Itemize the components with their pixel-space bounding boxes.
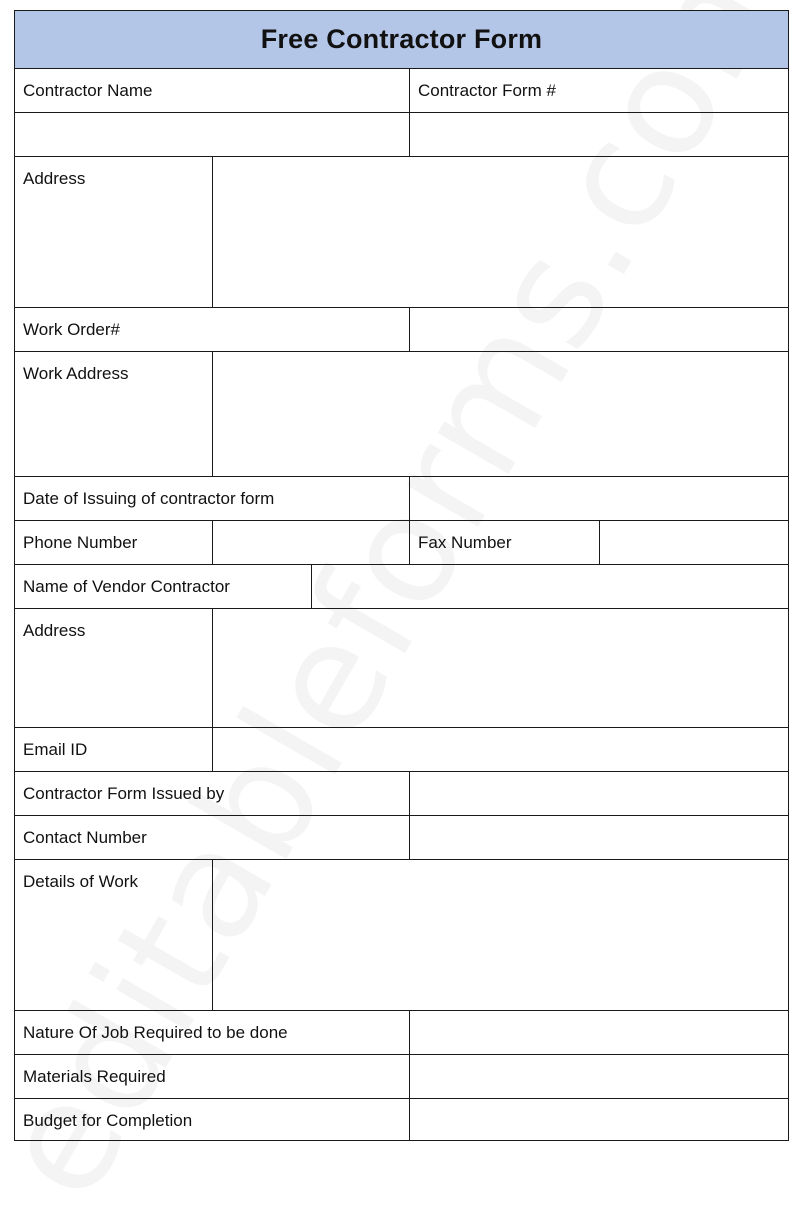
materials-required-field[interactable] xyxy=(409,1054,788,1098)
phone-number-label: Phone Number xyxy=(23,533,138,552)
contact-number-label-cell xyxy=(15,815,409,859)
nature-of-job-label-cell xyxy=(15,1010,409,1054)
nature-of-job-label: Nature Of Job Required to be done xyxy=(23,1023,288,1042)
work-order-label-cell xyxy=(15,307,409,351)
phone-number-label-cell xyxy=(15,520,212,564)
materials-required-label: Materials Required xyxy=(23,1067,166,1086)
contractor-form-number-cell xyxy=(409,68,788,112)
email-id-label: Email ID xyxy=(23,740,88,759)
work-address-field[interactable] xyxy=(212,351,788,476)
fax-number-field[interactable] xyxy=(599,520,788,564)
work-order-field[interactable] xyxy=(409,307,788,351)
vendor-address-label: Address xyxy=(23,621,86,640)
budget-label-cell xyxy=(15,1098,409,1140)
vendor-address-label-cell xyxy=(15,608,212,727)
contractor-name-label: Contractor Name xyxy=(23,81,153,100)
fax-number-label: Fax Number xyxy=(418,533,512,552)
issued-by-field[interactable] xyxy=(409,771,788,815)
issued-by-label: Contractor Form Issued by xyxy=(23,784,225,803)
contractor-form-number-field[interactable] xyxy=(409,112,788,156)
vendor-address-field[interactable] xyxy=(212,608,788,727)
email-id-label-cell xyxy=(15,727,212,771)
materials-required-label-cell xyxy=(15,1054,409,1098)
contractor-form xyxy=(14,10,789,1141)
details-of-work-label: Details of Work xyxy=(23,872,138,891)
contact-number-field[interactable] xyxy=(409,815,788,859)
work-address-label: Work Address xyxy=(23,364,129,383)
vendor-contractor-field[interactable] xyxy=(311,564,788,608)
work-address-label-cell xyxy=(15,351,212,476)
budget-field[interactable] xyxy=(409,1098,788,1140)
details-of-work-field[interactable] xyxy=(212,859,788,1010)
email-id-field[interactable] xyxy=(212,727,788,771)
budget-label: Budget for Completion xyxy=(23,1111,193,1130)
work-order-label: Work Order# xyxy=(23,320,120,339)
phone-number-field[interactable] xyxy=(212,520,409,564)
nature-of-job-field[interactable] xyxy=(409,1010,788,1054)
fax-number-label-cell xyxy=(409,520,599,564)
contact-number-label: Contact Number xyxy=(23,828,147,847)
address-field[interactable] xyxy=(212,156,788,307)
details-of-work-label-cell xyxy=(15,859,212,1010)
issued-by-label-cell xyxy=(15,771,409,815)
contractor-form-number-label: Contractor Form # xyxy=(418,81,556,100)
address-label-cell xyxy=(15,156,212,307)
vendor-contractor-label-cell xyxy=(15,564,311,608)
contractor-name-field[interactable] xyxy=(15,112,409,156)
form-title: Free Contractor Form xyxy=(15,11,788,68)
vendor-contractor-label: Name of Vendor Contractor xyxy=(23,577,230,596)
date-of-issuing-field[interactable] xyxy=(409,476,788,520)
date-of-issuing-label: Date of Issuing of contractor form xyxy=(23,489,275,508)
date-of-issuing-label-cell xyxy=(15,476,409,520)
address-label: Address xyxy=(23,169,86,188)
contractor-name-cell xyxy=(15,68,409,112)
